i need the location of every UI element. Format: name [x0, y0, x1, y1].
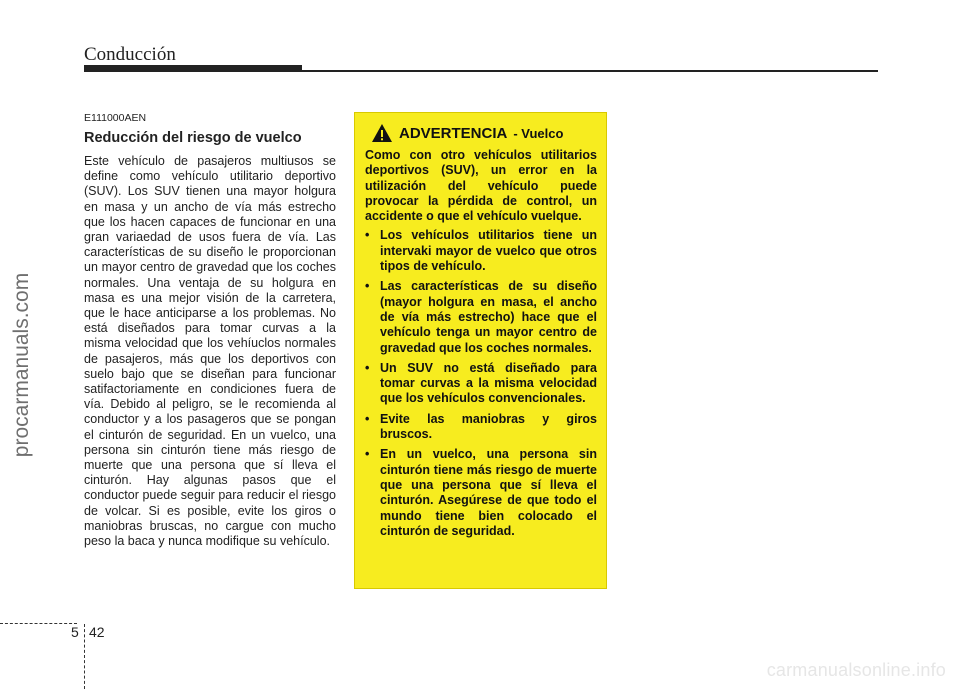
bullet-icon: • — [365, 228, 370, 243]
warning-header — [365, 123, 597, 143]
main-section — [84, 112, 336, 549]
header-rule-thick — [84, 65, 302, 72]
warning-item-text: Las características de su diseño (mayor holgura en masa, el ancho de vía más estrecho) hace que el vehículo tenga un mayor centro de gravedad que los coches normales. — [380, 279, 597, 355]
warning-triangle-icon — [371, 123, 393, 143]
warning-list — [365, 228, 597, 539]
warning-item-text: Los vehículos utilitarios tiene un intervaki mayor de vuelco que otros tipos de vehículo. — [380, 228, 597, 274]
warning-item-text: Un SUV no está diseñado para tomar curvas a la misma velocidad que los vehículos convencionales. — [380, 360, 597, 406]
side-watermark-text: procarmanuals.com — [10, 272, 33, 458]
warning-list-item — [365, 228, 597, 274]
warning-intro: Como con otro vehículos utilitarios deportivos (SUV), un error en la utilización del vehículo puede provocar la pérdida de control, un accidente o que el vehículo vuelque. — [365, 148, 597, 224]
bullet-icon: • — [365, 360, 370, 375]
footer-rule-horizontal — [0, 623, 77, 624]
warning-item-text: En un vuelco, una persona sin cinturón tiene más riesgo de muerte que una persona que sí lleva el cinturón. Asegúrese de que todo el mundo tiene bien colocado el cinturón de seguridad. — [380, 447, 597, 538]
bullet-icon: • — [365, 447, 370, 462]
warning-list-item — [365, 279, 597, 355]
bottom-watermark: carmanualsonline.info — [766, 660, 946, 680]
chapter-number: 5 — [71, 624, 79, 640]
warning-list-item — [365, 447, 597, 539]
section-code: E111000AEN — [84, 112, 147, 124]
header-rule-thin — [302, 70, 878, 72]
footer-rule-vertical — [84, 624, 85, 689]
warning-subtitle: - Vuelco — [513, 125, 564, 141]
warning-title: ADVERTENCIA — [399, 124, 508, 142]
side-watermark — [0, 0, 44, 689]
section-title: Reducción del riesgo de vuelco — [84, 130, 302, 146]
bullet-icon: • — [365, 279, 370, 294]
warning-item-text: Evite las maniobras y giros bruscos. — [380, 411, 597, 442]
warning-list-item — [365, 412, 597, 443]
page-header-title: Conducción — [84, 44, 176, 65]
page-number: 42 — [89, 624, 105, 640]
warning-list-item — [365, 361, 597, 407]
section-body: Este vehículo de pasajeros multiusos se define como vehículo utilitario deportivo (SUV). Los SUV tienen una mayor holgura en masa y un ancho de vía más estrecho que los hacen capaces de funcionar en una gran variaedad de usos fuera de vía. Las características de su diseño le proporcionan un mayor centro de gravedad que los coches normales. Una ventaja de su holgura en masa es una mejor visión de la carretera, que le hace anticiparse a los problemas. No está diseñados para tomar curvas a la misma velocidad que los vehíuclos normales de pasajeros, más que los deportivos con suelo bajo que se diseñan para funcionar satifactoriamente en condiciones fuera de vía. Debido al peligro, se le recomienda al conductor y a los pasageros que se pongan el cinturón de seguridad. En un vuelco, una persona sin cinturón tiene más riesgo de muerte que una persona que sí lleva el cinturón. Hay algunas pasos que el conductor puede seguir para reducir el riesgo de volcar. Si es posible, evite los giros o maniobras bruscas, no cargue con mucho peso la baca y nunca modifique su vehículo. — [84, 154, 336, 549]
bullet-icon: • — [365, 411, 370, 426]
warning-box — [354, 112, 607, 589]
